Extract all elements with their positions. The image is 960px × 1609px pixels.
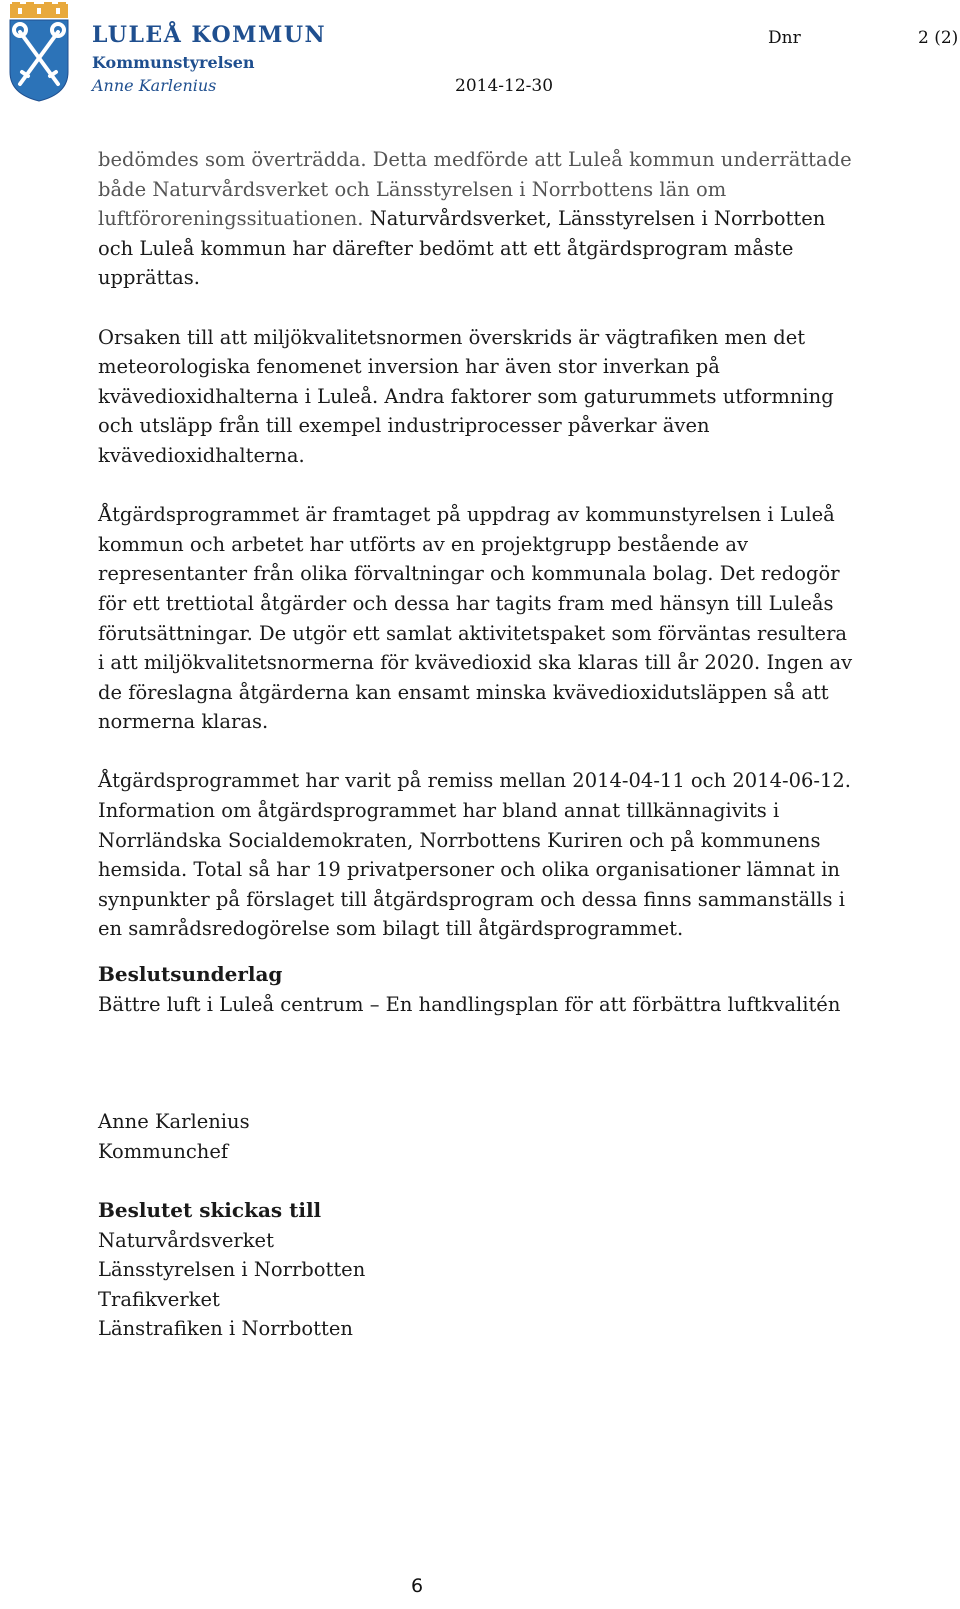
dnr-label: Dnr <box>768 28 801 48</box>
beslutsunderlag-text: Bättre luft i Luleå centrum – En handlingsplan för att förbättra luftkvalitén <box>98 992 841 1016</box>
recipient-item: Trafikverket <box>98 1287 220 1311</box>
paragraph-3: Åtgärdsprogrammet är framtaget på uppdrag av kommunstyrelsen i Luleå kommun och arbetet har utförts av en projektgrupp bestående av representanter från olika förvaltningar och kommunala bolag. Det redogör för ett trettiotal åtgärder och dessa har tagits fram med hänsyn till Luleås förutsättningar. De utgör ett samlat aktivitetspaket som förväntas resultera i att miljökvalitetsnormerna för kvävedioxid ska klaras till år 2020. Ingen av de föreslagna åtgärderna kan ensamt minska kvävedioxidutsläppen så att normerna klaras. <box>98 503 853 734</box>
signature-block <box>98 1107 898 1166</box>
paragraph-1-text: Naturvårdsverket, Länsstyrelsen i Norrbotten och Luleå kommun har därefter bedömt att ett åtgärdsprogram måste upprättas. <box>98 207 826 290</box>
footer-page-number: 6 <box>411 1575 424 1597</box>
beslutsunderlag-section <box>98 960 898 1019</box>
recipients-heading: Beslutet skickas till <box>98 1198 322 1222</box>
document-body <box>98 145 858 974</box>
paragraph-1 <box>98 145 858 293</box>
paragraph-2: Orsaken till att miljökvalitetsnormen överskrids är vägtrafiken men det meteorologiska fenomenet inversion har även stor inverkan på kvävedioxidhalterna i Luleå. Andra faktorer som gaturummets utformning och utsläpp från till exempel industriprocesser påverkar även kvävedioxidhalterna. <box>98 325 834 467</box>
document-header <box>0 0 960 110</box>
page-indicator: 2 (2) <box>918 28 959 48</box>
recipient-item: Länsstyrelsen i Norrbotten <box>98 1258 366 1282</box>
lulea-crest-icon <box>4 2 74 102</box>
signatory-name: Anne Karlenius <box>98 1110 250 1133</box>
organization-name: LULEÅ KOMMUN <box>92 22 327 48</box>
recipient-item: Länstrafiken i Norrbotten <box>98 1317 353 1341</box>
author-name: Anne Karlenius <box>92 76 217 95</box>
recipient-item: Naturvårdsverket <box>98 1228 274 1252</box>
recipients-section <box>98 1196 898 1344</box>
paragraph-1-continued-text: bedömdes som överträdda. Detta medförde att Luleå kommun underrättade både Naturvårdsverket och Länsstyrelsen i Norrbottens län om luftföroreningssituationen. <box>98 148 852 231</box>
organization-unit: Kommunstyrelsen <box>92 53 255 72</box>
document-date: 2014-12-30 <box>455 76 554 96</box>
paragraph-4: Åtgärdsprogrammet har varit på remiss mellan 2014-04-11 och 2014-06-12. Information om åtgärdsprogrammet har bland annat tillkännagivits i Norrländska Socialdemokraten, Norrbottens Kuriren och på kommunens hemsida. Total så har 19 privatpersoner och olika organisationer lämnat in synpunkter på förslaget till åtgärdsprogram och dessa finns sammanställs i en samrådsredogörelse som bilagt till åtgärdsprogrammet. <box>98 769 851 941</box>
beslutsunderlag-heading: Beslutsunderlag <box>98 962 283 986</box>
signatory-title: Kommunchef <box>98 1139 229 1163</box>
